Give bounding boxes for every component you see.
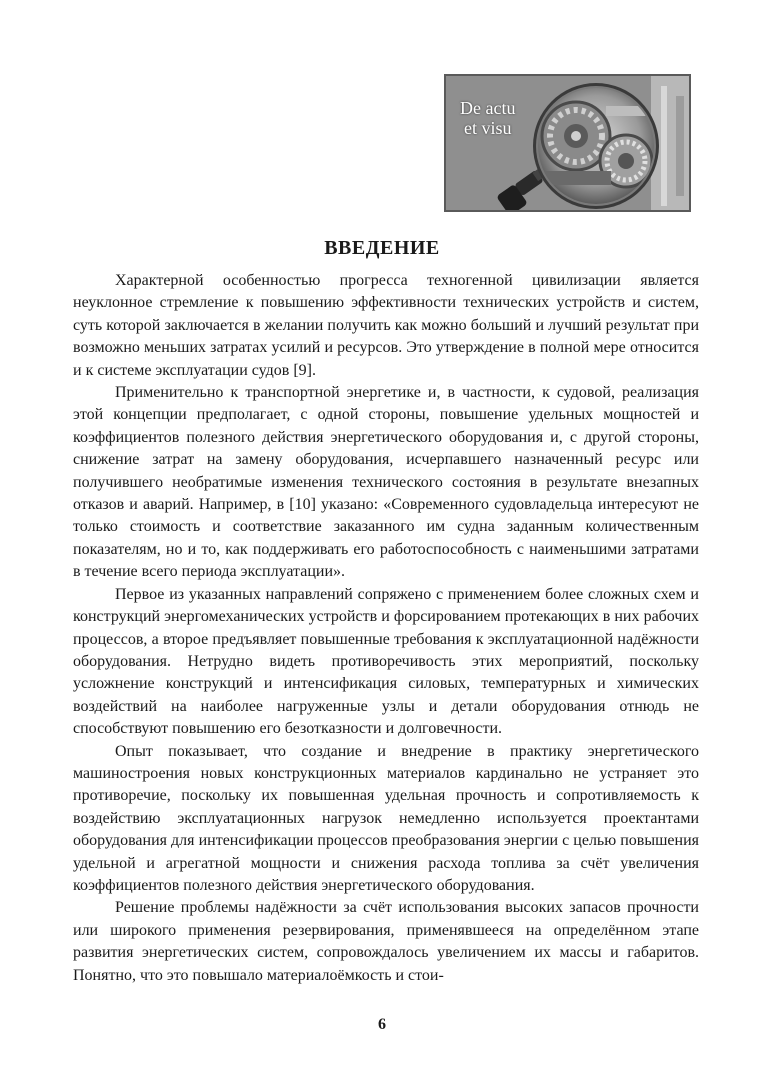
paragraph: Применительно к транспортной энергетике и, в частности, к судовой, реализация этой концепции предполагает, с одной стороны, повышение удельных мощностей и коэффициентов полезного действия энергетического оборудования и, с другой стороны, снижение затрат на замену оборудования, исчерпавшего назначенный ресурс или получившего необратимые изменения технического состояния в результате внезапных отказов и аварий. Например, в [10] указано: «Современного судовладельца интересуют не только стоимость и соответствие заказанного им судна заданным количественным показателям, но и то, как поддерживать его работоспособность с наименьшими затратами в течение всего периода эксплуатации».	[73, 384, 699, 581]
magnifier-gears-illustration	[446, 76, 691, 212]
paragraph: Решение проблемы надёжности за счёт использования высоких запасов прочности или широкого применения резервирования, применявшееся на определённом этапе развития энергетических систем, сопровождалось увеличением их массы и габаритов. Понятно, что это повышало материалоёмкость и стои-	[73, 899, 699, 984]
paragraph: Первое из указанных направлений сопряжено с применением более сложных схем и конструкций энергомеханических устройств и форсированием протекающих в них рабочих процессов, а второе предъявляет повышенные требования к эксплуатационной надёжности оборудования. Нетрудно видеть противоречивость этих мероприятий, поскольку усложнение конструкций и интенсификация силовых, температурных и химических воздействий на наиболее нагруженные узлы и детали оборудования отнюдь не способствуют повышению его безотказности и долговечности.	[73, 585, 699, 738]
motto-line: et visu	[463, 118, 512, 138]
body-text	[73, 270, 699, 987]
page-title: ВВЕДЕНИЕ	[324, 237, 440, 259]
page-number: 6	[378, 1016, 386, 1033]
emblem-motto	[460, 98, 515, 138]
motto-line: De actu	[460, 98, 516, 118]
emblem-image	[444, 74, 691, 212]
paragraph: Характерной особенностью прогресса техногенной цивилизации является неуклонное стремление к повышению эффективности технических устройств и систем, суть которой заключается в желании получить как можно больший и лучший результат при возможно меньших затратах усилий и ресурсов. Это утверждение в полной мере относится и к системе эксплуатации судов [9].	[73, 272, 699, 379]
paragraph: Опыт показывает, что создание и внедрение в практику энергетического машиностроения новых конструкционных материалов кардинально не устраняет это противоречие, поскольку их повышенная удельная прочность и сопротивляемость к воздействию эксплуатационных нагрузок немедленно используется проектантами оборудования для интенсификации процессов преобразования энергии с целью повышения удельной и агрегатной мощности и снижения расхода топлива за счёт увеличения коэффициентов полезного действия энергетического оборудования.	[73, 742, 699, 894]
